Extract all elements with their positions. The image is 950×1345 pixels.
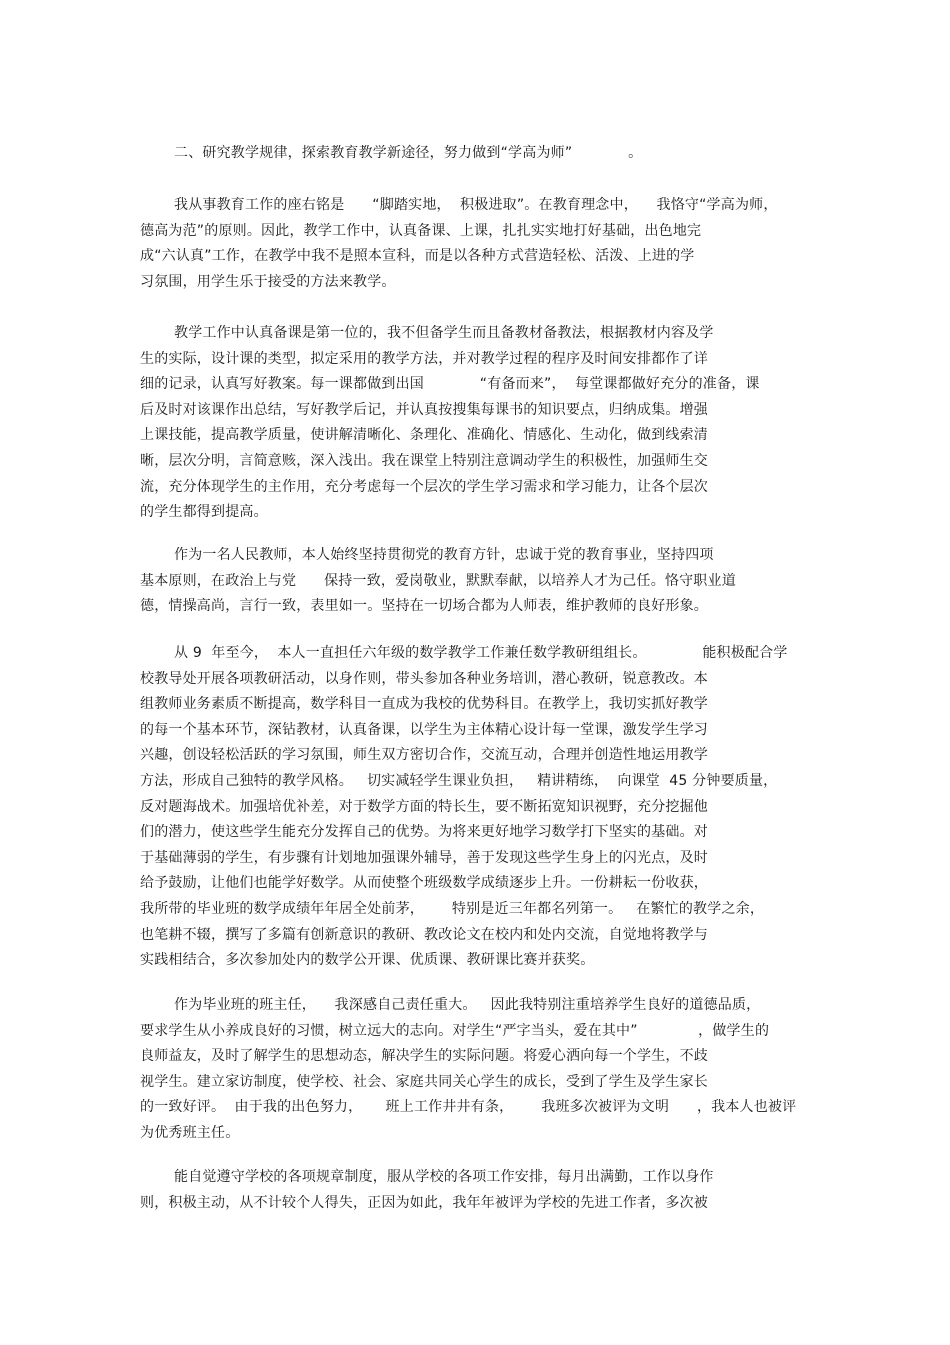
paragraph-line: 基本原则，在政治上与党 保持一致，爱岗敬业，默默奉献，以培养人才为己任。恪守职业道 — [140, 572, 736, 589]
paragraph-line: 反对题海战术。加强培优补差，对于数学方面的特长生，要不断拓宽知识视野，充分挖掘他 — [140, 798, 708, 815]
paragraph-line: 习氛围，用学生乐于接受的方法来教学。 — [140, 273, 396, 290]
paragraph-line: 也笔耕不辍，撰写了多篇有创新意识的教研、教改论文在校内和处内交流，自觉地将教学与 — [140, 926, 708, 943]
paragraph-line: 德，情操高尚，言行一致，表里如一。坚持在一切场合都为人师表，维护教师的良好形象。 — [140, 598, 708, 615]
paragraph-line: 们的潜力，使这些学生能充分发挥自己的优势。为将来更好地学习数学打下坚实的基础。对 — [140, 824, 708, 841]
paragraph-line: 校教导处开展各项教研活动，以身作则，带头参加各种业务培训，潜心教研，锐意教改。本 — [140, 670, 708, 687]
paragraph-line: 我从事教育工作的座右铭是 “脚踏实地， 积极进取”。在教育理念中， 我恪守“学高为师， — [174, 197, 778, 213]
paragraph-line: 上课技能，提高教学质量，使讲解清晰化、条理化、准确化、情感化、生动化，做到线索清 — [140, 427, 708, 444]
paragraph-line: 的一致好评。 由于我的出色努力， 班上工作井井有条， 我班多次被评为文明 ，我本人也被评 — [140, 1099, 797, 1116]
paragraph-line: 后及时对该课作出总结，写好教学后记，并认真按搜集每课书的知识要点，归纳成集。增强 — [140, 401, 708, 418]
paragraph-line: 成“六认真”工作，在教学中我不是照本宣科，而是以各种方式营造轻松、活泼、上进的学 — [140, 248, 695, 265]
paragraph-line: 流，充分体现学生的主作用，充分考虑每一个层次的学生学习需求和学习能力，让各个层次 — [140, 478, 708, 495]
paragraph-line: 我所带的毕业班的数学成绩年年居全处前茅， 特别是近三年都名列第一。 在繁忙的教学之余， — [140, 901, 765, 917]
paragraph-line: 能自觉遵守学校的各项规章制度，服从学校的各项工作安排，每月出满勤，工作以身作 — [174, 1169, 714, 1185]
paragraph-line: 视学生。建立家访制度，使学校、社会、家庭共同关心学生的成长，受到了学生及学生家长 — [140, 1073, 708, 1090]
paragraph-line: 良师益友，及时了解学生的思想动态，解决学生的实际问题。将爱心洒向每一个学生，不歧 — [140, 1048, 708, 1065]
paragraph-line: 细的记录，认真写好教案。每一课都做到出国 “有备而来”， 每堂课都做好充分的准备，课 — [140, 376, 760, 393]
paragraph-line: 组教师业务素质不断提高，数学科目一直成为我校的优势科目。在教学上，我切实抓好教学 — [140, 696, 708, 713]
paragraph-line: 作为一名人民教师，本人始终坚持贯彻党的教育方针，忠诚于党的教育事业，坚持四项 — [174, 547, 714, 563]
paragraph-line: 兴趣，创设轻松活跃的学习氛围，师生双方密切合作，交流互动，合理并创造性地运用教学 — [140, 747, 708, 764]
paragraph-line: 为优秀班主任。 — [140, 1125, 240, 1141]
paragraph-line: 作为毕业班的班主任， 我深感自己责任重大。 因此我特别注重培养学生良好的道德品质， — [174, 997, 761, 1013]
paragraph-line: 实践相结合，多次参加处内的数学公开课、优质课、教研课比赛并获奖。 — [140, 952, 595, 969]
paragraph-line: 要求学生从小养成良好的习惯，树立远大的志向。对学生“严字当头，爱在其中” ，做学生的 — [140, 1022, 770, 1039]
paragraph-line: 从 9 年至今， 本人一直担任六年级的数学教学工作兼任数学教研组组长。 能积极配合学 — [174, 645, 788, 661]
paragraph-line: 则，积极主动，从不计较个人得失，正因为如此，我年年被评为学校的先进工作者，多次被 — [140, 1194, 708, 1211]
section-heading: 二、研究教学规律，探索教育教学新途径，努力做到“学高为师” 。 — [174, 145, 643, 161]
paragraph-line: 于基础薄弱的学生，有步骤有计划地加强课外辅导，善于发现这些学生身上的闪光点，及时 — [140, 849, 708, 866]
paragraph-line: 晰，层次分明，言简意赅，深入浅出。我在课堂上特别注意调动学生的积极性，加强师生交 — [140, 453, 708, 469]
paragraph-line: 方法，形成自己独特的教学风格。 切实减轻学生课业负担， 精讲精练， 向课堂 45 分钟要质量， — [140, 773, 778, 789]
paragraph-line: 的每一个基本环节，深钻教材，认真备课，以学生为主体精心设计每一堂课，激发学生学习 — [140, 721, 708, 738]
paragraph-line: 给予鼓励，让他们也能学好数学。从而使整个班级数学成绩逐步上升。一份耕耘一份收获， — [140, 875, 708, 892]
paragraph-line: 德高为范”的原则。因此，教学工作中，认真备课、上课，扎扎实实地打好基础，出色地完 — [140, 222, 702, 239]
paragraph-line: 生的实际，设计课的类型，拟定采用的教学方法，并对教学过程的程序及时间安排都作了详 — [140, 350, 708, 367]
paragraph-line: 的学生都得到提高。 — [140, 504, 268, 521]
paragraph-line: 教学工作中认真备课是第一位的，我不但备学生而且备教材备教法，根据教材内容及学 — [174, 325, 714, 341]
